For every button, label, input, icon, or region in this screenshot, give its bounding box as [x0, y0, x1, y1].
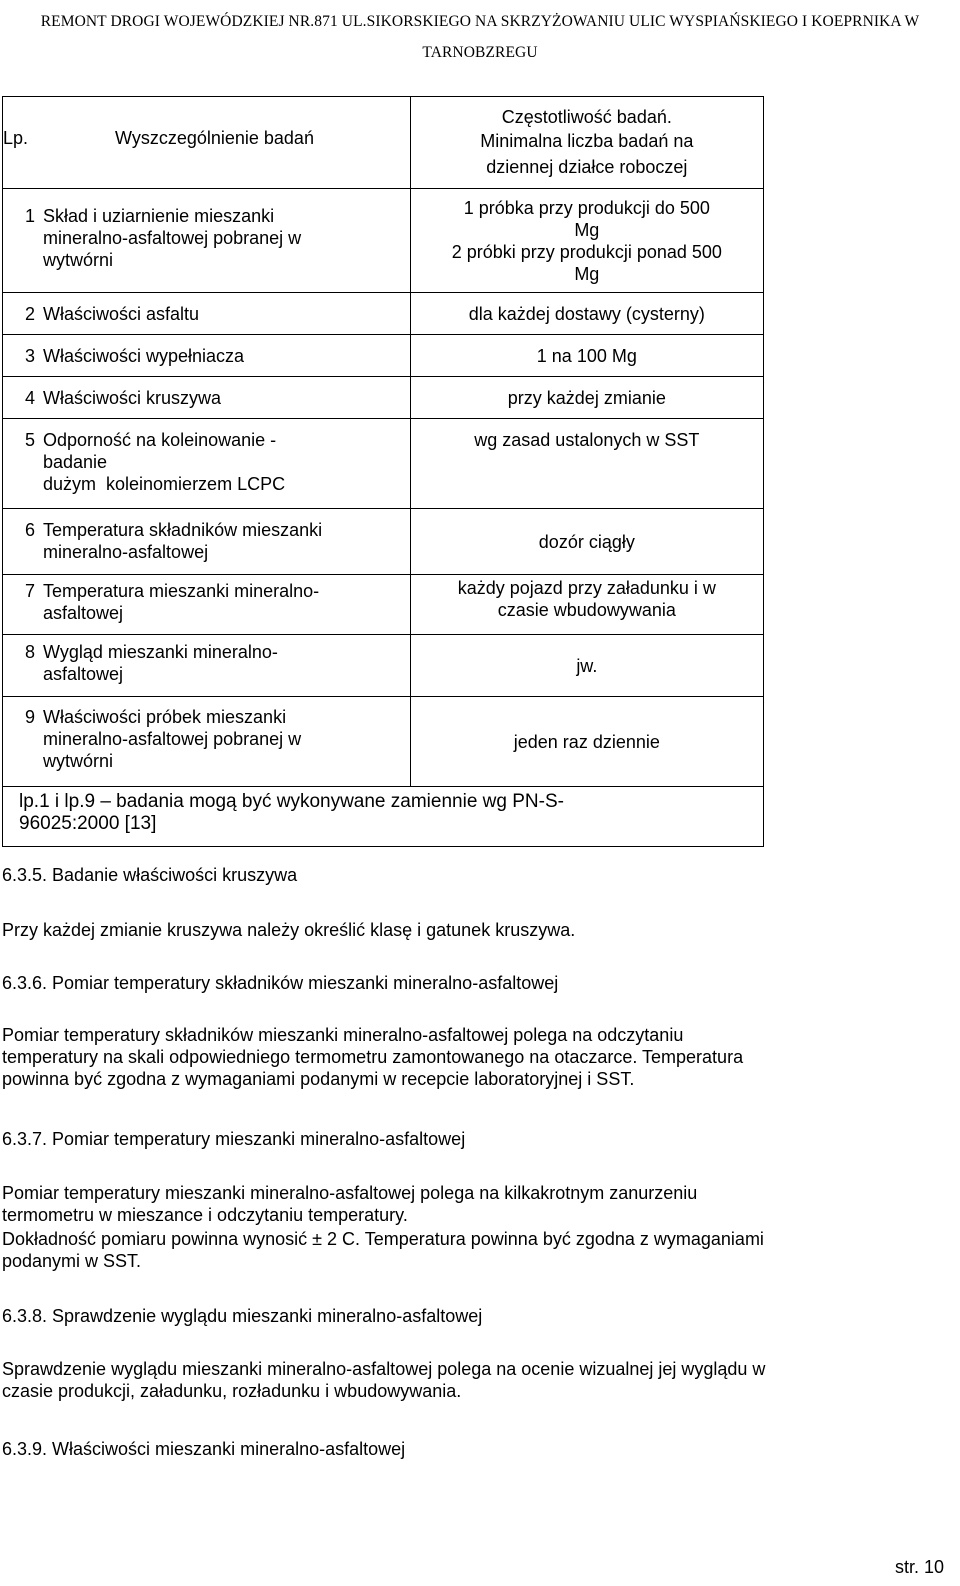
row-number: 5 [25, 429, 36, 450]
paragraph-line: Dokładność pomiaru powinna wynosić ± 2 C. Temperatura powinna być zgodna z wymaganiami [2, 1229, 764, 1249]
row-label: Właściwości kruszywa [43, 387, 222, 408]
row-number: 3 [25, 345, 36, 366]
section-heading-638: 6.3.8. Sprawdzenie wyglądu mieszanki mineralno-asfaltowej [2, 1306, 483, 1326]
row-number: 7 [25, 580, 36, 601]
row-label: Właściwości asfaltu [43, 303, 200, 324]
paragraph-line: temperatury na skali odpowiedniego termometru zamontowanego na otaczarce. Temperatura [2, 1047, 744, 1067]
row-frequency: czasie wbudowywania [497, 600, 676, 620]
table-row [3, 509, 764, 575]
table-header-row [3, 97, 764, 189]
header-freq-1: Częstotliwość badań. [501, 106, 672, 127]
table-row [3, 377, 764, 419]
row-number: 9 [25, 706, 36, 727]
row-label: Właściwości próbek mieszanki [43, 706, 287, 727]
paragraph-637 [2, 1182, 942, 1272]
table-row [3, 635, 764, 697]
header-line-1: REMONT DROGI WOJEWÓDZKIEJ NR.871 UL.SIKORSKIEGO NA SKRZYŻOWANIU ULIC WYSPIAŃSKIEGO I KOEPRNIKA W [40, 13, 920, 30]
table-note: 96025:2000 [13] [19, 813, 157, 834]
row-frequency: Mg [574, 219, 600, 240]
row-number: 4 [25, 387, 36, 408]
header-item-cell [3, 97, 411, 189]
section-heading-637: 6.3.7. Pomiar temperatury mieszanki mineralno-asfaltowej [2, 1129, 466, 1149]
header-item: Wyszczególnienie badań [115, 127, 314, 148]
section-heading-636: 6.3.6. Pomiar temperatury składników mieszanki mineralno-asfaltowej [2, 973, 559, 993]
row-label: badanie [43, 451, 108, 472]
row-frequency: 2 próbki przy produkcji ponad 500 [451, 241, 722, 262]
row-frequency: dozór ciągły [410, 509, 763, 575]
row-frequency: każdy pojazd przy załadunku i w [457, 578, 716, 598]
row-label: asfaltowej [43, 602, 124, 623]
table-row [3, 419, 764, 509]
paragraph-line: Pomiar temperatury składników mieszanki mineralno-asfaltowej polega na odczytaniu [2, 1025, 684, 1045]
header-line-2: TARNOBZREGU [422, 44, 538, 61]
row-label: Wygląd mieszanki mineralno- [43, 641, 278, 662]
row-label: wytwórni [43, 750, 114, 771]
paragraph-line: Pomiar temperatury mieszanki mineralno-asfaltowej polega na kilkakrotnym zanurzeniu [2, 1183, 698, 1203]
row-label: Odporność na koleinowanie - [43, 429, 277, 450]
table-row [3, 575, 764, 635]
row-number: 6 [25, 519, 36, 540]
table-row [3, 335, 764, 377]
row-label: mineralno-asfaltowej pobranej w [43, 227, 302, 248]
row-label: wytwórni [43, 249, 114, 270]
row-frequency: wg zasad ustalonych w SST [410, 419, 763, 509]
table-row [3, 697, 764, 787]
document-header [0, 6, 960, 68]
paragraph-line: termometru w mieszance i odczytaniu temperatury. [2, 1205, 408, 1225]
paragraph-line: Sprawdzenie wyglądu mieszanki mineralno-asfaltowej polega na ocenie wizualnej jej wyglądu w [2, 1359, 766, 1379]
paragraph-line: czasie produkcji, załadunku, rozładunku i wbudowywania. [2, 1381, 462, 1401]
table-row [3, 293, 764, 335]
row-number: 2 [25, 303, 36, 324]
paragraph-638 [2, 1358, 942, 1402]
row-label: Właściwości wypełniacza [43, 345, 245, 366]
row-label: Skład i uziarnienie mieszanki [43, 205, 275, 226]
row-frequency: jw. [410, 635, 763, 697]
row-label: mineralno-asfaltowej [43, 541, 209, 562]
test-frequency-table [2, 96, 764, 847]
row-frequency: 1 na 100 Mg [410, 335, 763, 377]
row-label: asfaltowej [43, 663, 124, 684]
row-label: Temperatura mieszanki mineralno- [43, 580, 320, 601]
row-label: mineralno-asfaltowej pobranej w [43, 728, 302, 749]
paragraph-line: powinna być zgodna z wymaganiami podanymi w recepcie laboratoryjnej i SST. [2, 1069, 635, 1089]
row-frequency: przy każdej zmianie [410, 377, 763, 419]
header-freq-cell [410, 97, 763, 189]
page-number: str. 10 [894, 1557, 944, 1577]
paragraph-line: podanymi w SST. [2, 1251, 142, 1271]
table-note-row [3, 787, 764, 847]
header-lp: Lp. [3, 127, 29, 148]
row-number: 8 [25, 641, 36, 662]
row-label: dużym koleinomierzem LCPC [43, 473, 286, 494]
section-heading-635: 6.3.5. Badanie właściwości kruszywa [2, 865, 298, 885]
header-freq-3: dziennej działce roboczej [486, 156, 688, 177]
row-frequency: Mg [574, 263, 600, 284]
row-label: Temperatura składników mieszanki [43, 519, 323, 540]
row-number: 1 [25, 205, 36, 226]
row-frequency: jeden raz dziennie [410, 697, 763, 787]
row-frequency: dla każdej dostawy (cysterny) [410, 293, 763, 335]
table-row [3, 189, 764, 293]
table-note: lp.1 i lp.9 – badania mogą być wykonywane zamiennie wg PN-S- [19, 791, 564, 812]
header-freq-2: Minimalna liczba badań na [480, 130, 694, 151]
paragraph-635: Przy każdej zmianie kruszywa należy określić klasę i gatunek kruszywa. [2, 920, 576, 940]
paragraph-636 [2, 1024, 942, 1090]
row-frequency: 1 próbka przy produkcji do 500 [463, 197, 710, 218]
section-heading-639: 6.3.9. Właściwości mieszanki mineralno-asfaltowej [2, 1439, 406, 1459]
